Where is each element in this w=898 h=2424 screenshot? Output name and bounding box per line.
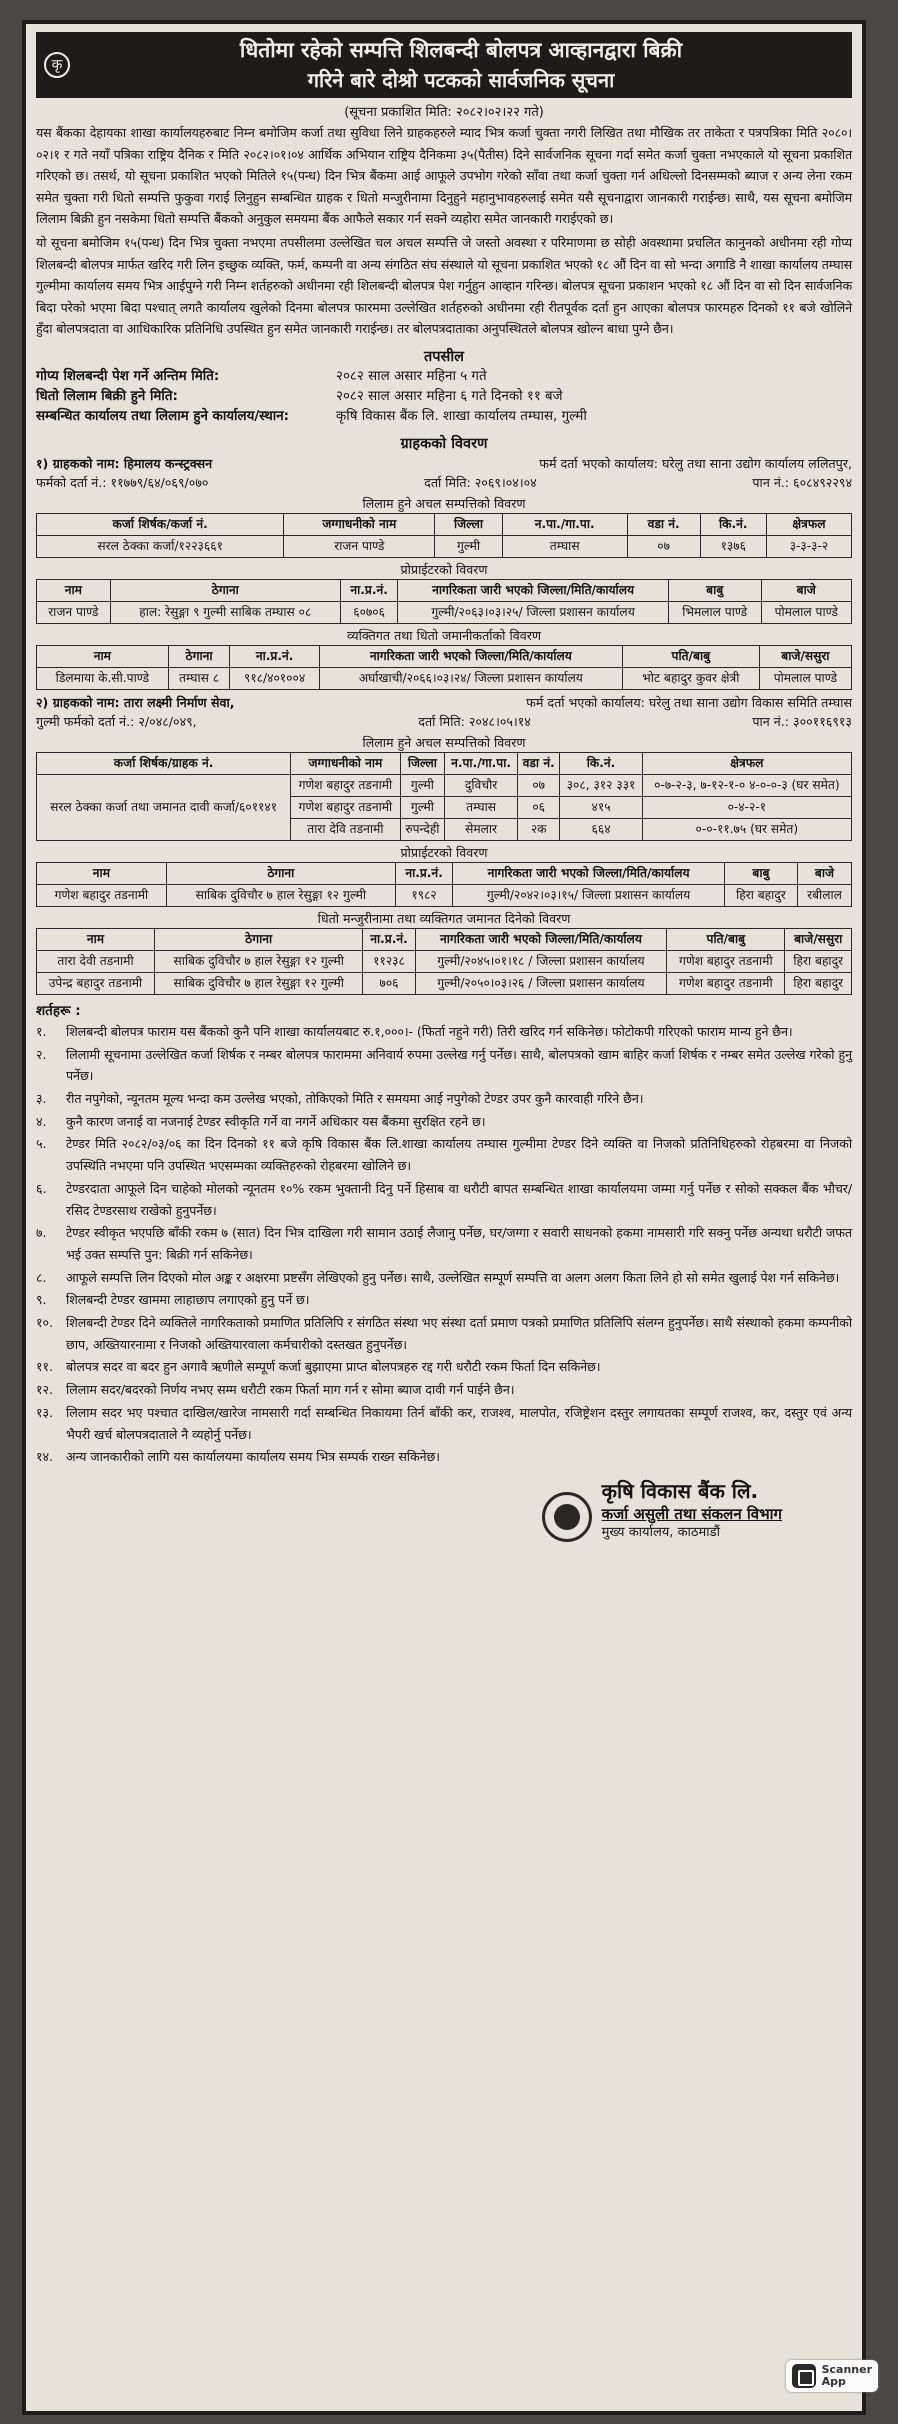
bank-name: कृषि विकास बैंक लि. xyxy=(601,1479,759,1503)
customer-1-land-table: कर्जा शिर्षक/कर्जा नं. जग्गाधनीको नाम जिल्ला न.पा./गा.पा. वडा नं. कि.नं. क्षेत्रफल सरल ठेक्का कर्जा/१२२३६६१ राजन पाण्डे गुल्मी तम्घास ०७ १३७६ ३-३-३-२ xyxy=(36,513,852,558)
tapsil-row: धितो लिलाम बिक्री हुने मिति: २०८२ साल असार महिना ६ गते दिनको ११ बजे xyxy=(36,388,563,404)
table-row: डिलमाया के.सी.पाण्डे तम्घास ८ ९१८/४०१००४ अर्घाखाची/२०६६।०३।२४/ जिल्ला प्रशासन कार्यालय भोट बहादुर कुवर क्षेत्री पोमलाल पाण्डे xyxy=(37,667,852,689)
term-item: २. लिलामी सूचनामा उल्लेखित कर्जा शिर्षक र नम्बर बोलपत्र फाराममा अनिवार्य रुपमा उल्लेख गर्नु पर्नेछ। साथै, बोलपत्रको खाम बाहिर कर्जा शिर्षक र नम्बर समेत उल्लेख गरेको हुनु पर्नेछ। xyxy=(36,1046,852,1084)
department-name: कर्जा असुली तथा संकलन विभाग xyxy=(601,1505,782,1523)
term-item: १०. शिलबन्दी टेण्डर दिने व्यक्तिले नागरिकताको प्रमाणित प्रतिलिपि र संगठित संस्था भए संस्था दर्ता प्रमाण पत्रको प्रमाणित प्रतिलिपि संलग्न हुनुपर्नेछ। साथै संस्थाको हकमा कम्पनीको छाप, अख्तियारनामा र निजको अख्तियारवाला कर्मचारीको दस्तखत हुनुपर्नेछ। xyxy=(36,1315,852,1352)
table-row: गणेश बहादुर तडनामी साबिक दुविचौर ७ हाल रेसुङ्गा १२ गुल्मी १९८२ गुल्मी/२०४२।०३।१५/ जिल्ला प्रशासन कार्यालय हिरा बहादुर रबीलाल xyxy=(37,884,852,906)
terms-heading: शर्तहरू : xyxy=(36,1002,81,1019)
term-item: ८. आफूले सम्पत्ति लिन दिएको मोल अङ्क र अक्षरमा प्रष्टसँग लेखिएको हुनु पर्नेछ। साथै, उल्लेखित सम्पूर्ण सम्पत्ति वा अलग अलग किता लिने हो सो समेत खुलाई पेश गर्न सकिनेछ। xyxy=(36,1269,840,1285)
term-item: ७. टेण्डर स्वीकृत भएपछि बाँकी रकम ७ (सात) दिन भित्र दाखिला गरी सामान उठाई लैजानु पर्नेछ, घर/जग्गा र सवारी साधनको हकमा नामसारी गरि सक्नु पर्नेछ अन्यथा धरौटी जफत भई उक्त सम्पत्ति पुन: बिक्री गर्न सकिनेछ। xyxy=(36,1225,852,1262)
term-item: ६. टेण्डरदाता आफूले दिन चाहेको मोलको न्यूनतम १०% रकम भुक्तानी दिनु पर्ने हिसाब वा धरौटी बापत सम्बन्धित शाखा कार्यालयमा जम्मा गर्नु पर्नेछ र सोको सक्कल बैंक भौचर/रसिद टेण्डरसाथ राखेको हुनुपर्नेछ। xyxy=(36,1180,852,1218)
intro-paragraph-2: यो सूचना बमोजिम १५(पन्ध) दिन भित्र चुक्ता नभएमा तपसीलमा उल्लेखित चल अचल सम्पत्ति जे जस्तो अवस्था र परिमाणमा छ सोही अवस्थामा प्रचलित कानुनको अधीनमा रही गोप्य शिलबन्दी बोलपत्र मार्फत खरिद गरी लिन इच्छुक व्यक्ति, फर्म, कम्पनी वा अन्य संगठित संघ संस्थाले यो सूचना प्रकाशित भएको १८ औं दिन वा सो भन्दा अगाडि नै शाखा कार्यालय तम्घास गुल्मीमा कार्यालय समय भित्र आईपुग्ने गरी निम्न शर्तहरुको अधीनमा रही शिलबन्दी बोलपत्र पेश गर्नुहुन आव्हान गरिन्छ। बोलपत्र सूचना प्रकाशन भएको १८ औं दिन वा सो दिन सार्वजनिक बिदा परेको भएमा बिदा पश्चात् लगतै कार्यालय खुलेको दिनमा बोलपत्र फारममा उल्लेखित शर्तहरुको अधीनमा रही रीतपूर्वक दर्ता हुन आएका बोलपत्र फारमहरु दिनको ११ बजे खोलिने हुँदा बोलपत्रदाता वा आधिकारिक प्रतिनिधि उपस्थित हुन समेत जानकारी गराईन्छ। तर बोलपत्रदाताका अनुपस्थितले बोलपत्र खोल्न बाधा पुग्ने छैन। xyxy=(36,234,852,337)
table-row: उपेन्द्र बहादुर तडनामी साबिक दुविचौर ७ हाल रेसुङ्गा १२ गुल्मी ७०६ गुल्मी/२०५०।०३।२६ / जिल्ला प्रशासन कार्यालय गणेश बहादुर तडनामी हिरा बहादुर xyxy=(37,972,852,994)
scanner-app-icon xyxy=(792,2364,816,2388)
term-item: ४. कुनै कारण जनाई वा नजनाई टेण्डर स्वीकृति गर्ने वा नगर्ने अधिकार यस बैंकमा सुरक्षित रहने छ। xyxy=(36,1113,486,1129)
signature-block xyxy=(36,1478,852,1542)
tapsil-heading: तपसील xyxy=(424,348,464,365)
customer-2-land-table: कर्जा शिर्षक/ग्राहक नं. जग्गाधनीको नाम जिल्ला न.पा./गा.पा. वडा नं. कि.नं. क्षेत्रफल सरल ठेक्का कर्जा तथा जमानत दावी कर्जा/६०११४१ गणेश बहादुर तडनामी गुल्मी दुविचौर ०७ ३०८, ३१२ ३३१ ०-७-२-३, ७-१२-१-० ४-०-०-३ (घर समेत) गणेश बहादुर तडनामी गुल्मी तम्घास ०६ ४१५ ०-४-२-१ तारा देवि तडनामी रुपन्देही सेमलार २क ६६४ ०-०-११.७५ (घर समेत) xyxy=(36,752,852,841)
table-row: तारा देवी तडनामी साबिक दुविचौर ७ हाल रेसुङ्गा १२ गुल्मी ११२३८ गुल्मी/२०४५।०१।१८ / जिल्ला प्रशासन कार्यालय गणेश बहादुर तडनामी हिरा बहादुर xyxy=(37,950,852,972)
customer-2-land-title: लिलाम हुने अचल सम्पत्तिको विवरण xyxy=(362,734,526,750)
table-row: गणेश बहादुर तडनामी गुल्मी तम्घास ०६ ४१५ ०-४-२-१ xyxy=(37,796,852,818)
customer-2-info: २) ग्राहकको नाम: तारा लक्ष्मी निर्माण सेवा, फर्म दर्ता भएको कार्यालय: घरेलु तथा साना उद्योग विकास समिति तम्घास गुल्मी फर्मको दर्ता नं.: २/०४८/०४९, दर्ता मिति: २०४८।०५।१४ पान नं.: ३००११६९१३ xyxy=(36,694,852,729)
customer-2-guarantor-table: नाम ठेगाना ना.प्र.नं. नागरिकता जारी भएको जिल्ला/मिति/कार्यालय पति/बाबु बाजे/ससुरा तारा देवी तडनामी साबिक दुविचौर ७ हाल रेसुङ्गा १२ गुल्मी ११२३८ गुल्मी/२०४५।०१।१८ / जिल्ला प्रशासन कार्यालय गणेश बहादुर तडनामी हिरा बहादुर उपेन्द्र बहादुर तडनामी साबिक दुविचौर ७ हाल रेसुङ्गा १२ गुल्मी ७०६ गुल्मी/२०५०।०३।२६ / जिल्ला प्रशासन कार्यालय गणेश बहादुर तडनामी हिरा बहादुर xyxy=(36,928,852,995)
customer-1-land-title: लिलाम हुने अचल सम्पत्तिको विवरण xyxy=(362,495,526,511)
notice-date: (सूचना प्रकाशित मिति: २०८२।०२।२२ गते) xyxy=(344,105,544,120)
term-item: ३. रीत नपुगेको, न्यूनतम मूल्य भन्दा कम उल्लेख भएको, तोकिएको मिति र समयमा आई नपुगेको टेण्डर उपर कुनै कारवाही गरिने छैन। xyxy=(36,1091,644,1107)
customer-1-guarantor-table: नाम ठेगाना ना.प्र.नं. नागरिकता जारी भएको जिल्ला/मिति/कार्यालय पति/बाबु बाजे/ससुरा डिलमाया के.सी.पाण्डे तम्घास ८ ९१८/४०१००४ अर्घाखाची/२०६६।०३।२४/ जिल्ला प्रशासन कार्यालय भोट बहादुर कुवर क्षेत्री पोमलाल पाण्डे xyxy=(36,645,852,690)
table-row: सरल ठेक्का कर्जा/१२२३६६१ राजन पाण्डे गुल्मी तम्घास ०७ १३७६ ३-३-३-२ xyxy=(37,535,852,557)
table-row: सरल ठेक्का कर्जा तथा जमानत दावी कर्जा/६०११४१ गणेश बहादुर तडनामी गुल्मी दुविचौर ०७ ३०८, ३१२ ३३१ ०-७-२-३, ७-१२-१-० ४-०-०-३ (घर समेत) xyxy=(37,774,852,796)
customers-heading: ग्राहकको विवरण xyxy=(400,435,488,452)
term-item: १२. लिलाम सदर/बदरको निर्णय नभए सम्म धरौटी रकम फिर्ता माग गर्न र सोमा ब्याज दावी गर्न पाईने छैन। xyxy=(36,1382,515,1398)
customer-1-proprietor-table: नाम ठेगाना ना.प्र.नं. नागरिकता जारी भएको जिल्ला/मिति/कार्यालय बाबु बाजे राजन पाण्डे हाल: रेसुङ्गा ९ गुल्मी साबिक तम्घास ०८ ६०७०६ गुल्मी/२०६३।०३।२५/ जिल्ला प्रशासन कार्यालय भिमलाल पाण्डे पोमलाल पाण्डे xyxy=(36,579,852,624)
customer-2-guarantor-title: धितो मन्जुरीनामा तथा व्यक्तिगत जमानत दिनेको विवरण xyxy=(317,910,571,926)
term-item: ११. बोलपत्र सदर वा बदर हुन अगावै ऋणीले सम्पूर्ण कर्जा बुझाएमा प्राप्त बोलपत्रहरु रद्द गरी धरौटी रकम फिर्ता दिन सकिनेछ। xyxy=(36,1359,601,1375)
notice-title-line2: गरिने बारे दोश्रो पटकको सार्वजनिक सूचना xyxy=(307,68,615,92)
notice-title-line1: धितोमा रहेको सम्पत्ति शिलबन्दी बोलपत्र आव्हानद्वारा बिक्री xyxy=(239,38,683,62)
tapsil-row: गोप्य शिलबन्दी पेश गर्ने अन्तिम मिति: २०८२ साल असार महिना ५ गते xyxy=(36,368,487,384)
term-item: १४. अन्य जानकारीको लागि यस कार्यालयमा कार्यालय समय भित्र सम्पर्क राख्न सकिनेछ। xyxy=(36,1449,440,1465)
term-item: १३. लिलाम सदर भए पश्चात दाखिल/खारेज नामसारी गर्दा सम्बन्धित निकायमा तिर्न बाँकी कर, राजश्व, मालपोत, रजिष्ट्रेशन दस्तुर लगायतका सम्पूर्ण राजश्व, कर, दस्तुर एवं अन्य भैपरी खर्च बोलपत्रदाताले नै व्यहोर्नु पर्नेछ। xyxy=(36,1404,852,1442)
customer-1-info: १) ग्राहकको नाम: हिमालय कन्स्ट्रक्सन फर्म दर्ता भएको कार्यालय: घरेलु तथा साना उद्योग कार्यालय ललितपुर, फर्मको दर्ता नं.: ११७७९/६४/०६९/०७० दर्ता मिति: २०६९।०४।०४ पान नं.: ६०८४९२२९४ xyxy=(36,455,852,490)
customer-1-guarantor-title: व्यक्तिगत तथा धितो जमानीकर्ताको विवरण xyxy=(347,627,541,643)
tapsil-row: सम्बन्धित कार्यालय तथा लिलाम हुने कार्यालय/स्थान: कृषि विकास बैंक लि. शाखा कार्यालय तम्घास, गुल्मी xyxy=(36,408,587,424)
scanner-app-watermark: Scanner App xyxy=(786,2360,878,2392)
intro-paragraph-1: यस बैंकका देहायका शाखा कार्यालयहरुबाट निम्न बमोजिम कर्जा तथा सुविधा लिने ग्राहकहरुले म्याद भित्र कर्जा चुक्ता नगरी लिखित तथा मौखिक तर ताकेता र पत्रपत्रिका मिति २०८०।०२।१ र गते नयाँ पत्रिका राष्ट्रिय दैनिक र मिति २०८२।०१।०४ आर्थिक अभियान राष्ट्रिय दैनिकमा ३५(पैतीस) दिने सार्वजनिक सूचना गर्दा समेत कर्जा चुक्ता नभएकाले यो सूचना प्रकाशित गरिएको छ। तसर्थ, यो सूचना प्रकाशित भएको मितिले १५(पन्ध) दिन भित्र बैंकमा आई आफूले उपभोग गरेको साँवा तथा कर्जा चुक्ता गर्न अधिल्लो दिनसम्मको ब्याज र अन्य लेना रकम समेत चुक्ता गरी धितो सम्पत्ति फुकुवा गराई लिनुहुन सम्बन्धित ग्राहक र धितो मन्जुरीनामा दिनुहुने महानुभावहरुलाई समेत यसै सूचनाद्वारा जानकारी गराईन्छ। साथै, यस सूचना बमोजिम लिलाम बिक्री हुन नसकेमा धितो सम्पत्ति बैंकको अनुकुल समयमा बैंक आफैले सकार गर्न सक्ने व्यहोरा समेत जानकारी गराईएको छ। xyxy=(36,125,852,227)
table-row: राजन पाण्डे हाल: रेसुङ्गा ९ गुल्मी साबिक तम्घास ०८ ६०७०६ गुल्मी/२०६३।०३।२५/ जिल्ला प्रशासन कार्यालय भिमलाल पाण्डे पोमलाल पाण्डे xyxy=(37,601,852,623)
bank-seal-icon xyxy=(542,1492,592,1542)
term-item: ९. शिलबन्दी टेण्डर खाममा लाहाछाप लगाएको हुनु पर्ने छ। xyxy=(36,1292,310,1308)
customer-2-prop-title: प्रोप्राईटरको विवरण xyxy=(400,844,488,860)
notice-header xyxy=(36,32,852,98)
bank-logo-icon: कृ xyxy=(44,52,70,78)
term-item: १. शिलबन्दी बोलपत्र फाराम यस बैंकको कुनै पनि शाखा कार्यालयबाट रु.१,०००।- (फिर्ता नहुने गरी) तिरी खरिद गर्न सकिनेछ। फोटोकपी गरिएको फाराम मान्य हुने छैन। xyxy=(36,1023,793,1039)
office-name: मुख्य कार्यालय, काठमाडौं xyxy=(601,1525,720,1540)
newspaper-notice xyxy=(22,20,866,2415)
customer-2-proprietor-table: नाम ठेगाना ना.प्र.नं. नागरिकता जारी भएको जिल्ला/मिति/कार्यालय बाबु बाजे गणेश बहादुर तडनामी साबिक दुविचौर ७ हाल रेसुङ्गा १२ गुल्मी १९८२ गुल्मी/२०४२।०३।१५/ जिल्ला प्रशासन कार्यालय हिरा बहादुर रबीलाल xyxy=(36,862,852,907)
customer-1-prop-title: प्रोप्राईटरको विवरण xyxy=(400,561,488,577)
table-row: तारा देवि तडनामी रुपन्देही सेमलार २क ६६४ ०-०-११.७५ (घर समेत) xyxy=(37,818,852,840)
term-item: ५. टेण्डर मिति २०८२/०३/०६ का दिन दिनको ११ बजे कृषि विकास बैंक लि.शाखा कार्यालय तम्घास गुल्मीमा टेण्डर दिने व्यक्ति वा निजको प्रतिनिधिहरुको रोहबरमा वा निजको उपस्थिति नभएमा पनि उपस्थित भएसम्मका व्यक्तिहरुको रोहबरमा खोलिने छ। xyxy=(36,1136,852,1174)
terms-list xyxy=(36,1021,852,1468)
